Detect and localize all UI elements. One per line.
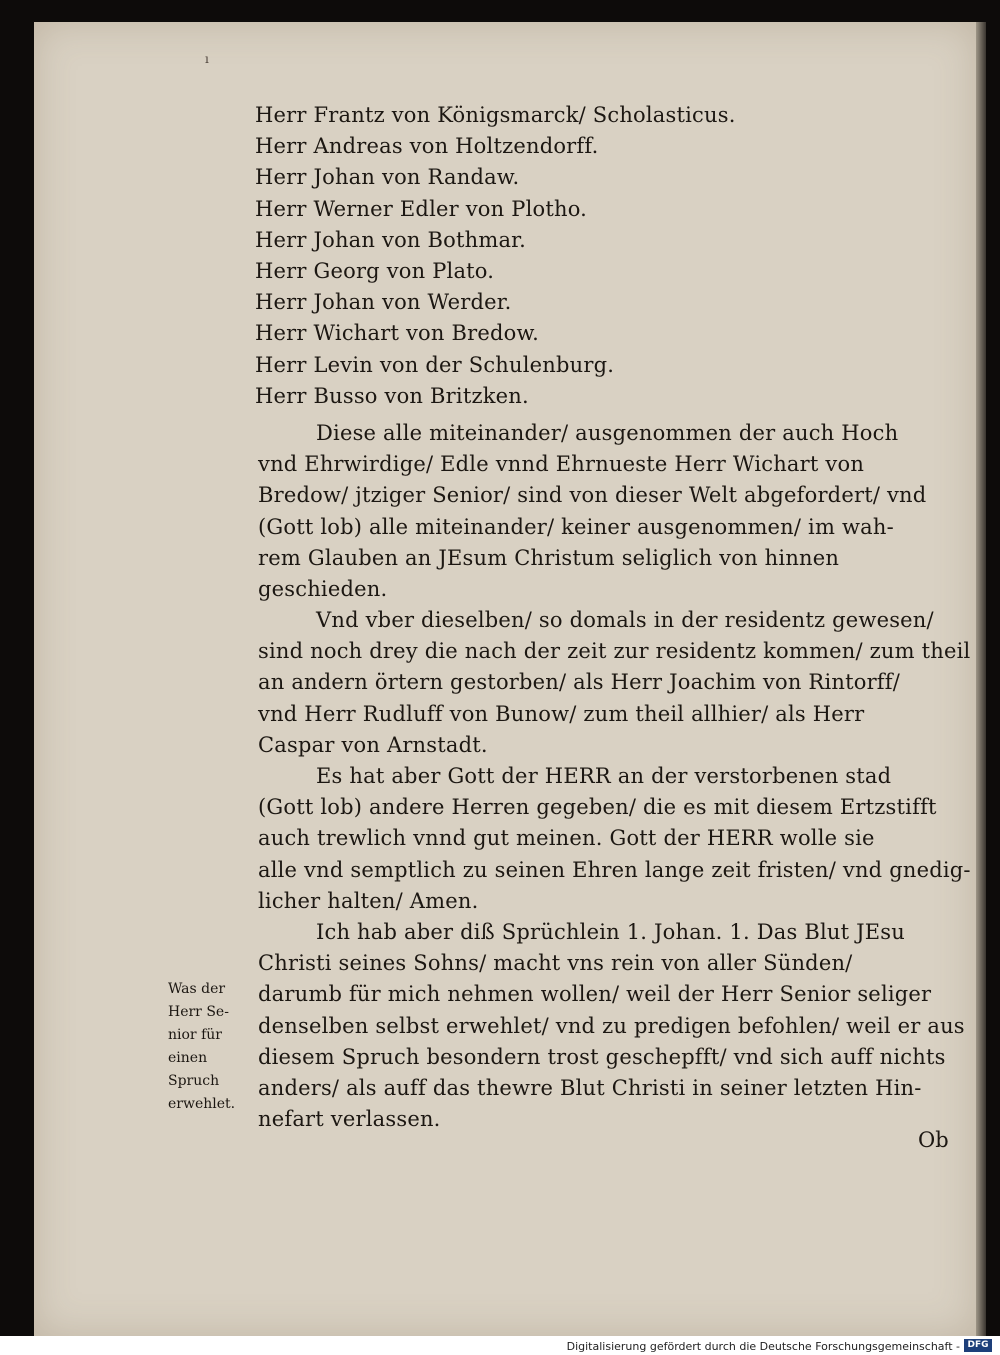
text-line: Vnd vber dieselben/ so domals in der residentz gewesen/ — [316, 608, 934, 632]
name-line: Herr Johan von Randaw. — [255, 165, 520, 190]
text-line: (Gott lob) alle miteinander/ keiner ausgenommen/ im wah- — [258, 514, 894, 539]
margin-line: Herr Se- — [168, 1004, 229, 1020]
paragraph-4 — [258, 917, 965, 1135]
text-line: vnd Herr Rudluff von Bunow/ zum theil allhier/ als Herr — [258, 701, 865, 726]
name-line: Herr Busso von Britzken. — [255, 383, 529, 408]
page-mark: ı — [205, 52, 210, 66]
text-line: Christi seines Sohns/ macht vns rein von aller Sünden/ — [258, 951, 853, 976]
text-line: geschieden. — [258, 576, 388, 601]
paragraph-2 — [258, 605, 970, 761]
name-line: Herr Andreas von Holtzendorff. — [255, 134, 599, 159]
text-line: darumb für mich nehmen wollen/ weil der Herr Senior seliger — [258, 982, 932, 1007]
text-line: rem Glauben an JEsum Christum seliglich von hinnen — [258, 545, 840, 570]
paragraph-3 — [258, 761, 971, 917]
text-line: sind noch drey die nach der zeit zur residentz kommen/ zum theil — [258, 639, 971, 664]
text-line: Diese alle miteinander/ ausgenommen der auch Hoch — [316, 421, 899, 445]
text-line: an andern örtern gestorben/ als Herr Joachim von Rintorff/ — [258, 670, 901, 695]
text-line: diesem Spruch besondern trost geschepfft/ vnd sich auff nichts — [258, 1044, 946, 1069]
dfg-logo-icon: DFG — [964, 1339, 992, 1352]
name-line: Herr Wichart von Bredow. — [255, 321, 540, 346]
text-line: Ich hab aber diß Sprüchlein 1. Johan. 1. Das Blut JEsu — [316, 920, 905, 944]
text-line: alle vnd semptlich zu seinen Ehren lange zeit fristen/ vnd gnedig- — [258, 857, 971, 882]
funding-credit: Digitalisierung gefördert durch die Deutsche Forschungsgemeinschaft - — [566, 1340, 960, 1353]
margin-line: erwehlet. — [168, 1096, 236, 1112]
name-line: Herr Frantz von Königsmarck/ Scholasticus. — [255, 103, 736, 127]
text-line: Caspar von Arnstadt. — [258, 732, 488, 757]
name-line: Herr Johan von Werder. — [255, 290, 512, 315]
text-line: anders/ als auff das thewre Blut Christi in seiner letzten Hin- — [258, 1075, 922, 1100]
text-line: (Gott lob) andere Herren gegeben/ die es mit diesem Ertzstifft — [258, 795, 937, 820]
margin-line: einen — [168, 1050, 208, 1066]
text-line: denselben selbst erwehlet/ vnd zu predigen befohlen/ weil er aus — [258, 1013, 965, 1038]
text-line: auch trewlich vnnd gut meinen. Gott der HERR wolle sie — [258, 826, 875, 851]
catchword: Ob — [918, 1128, 949, 1152]
name-line: Herr Georg von Plato. — [255, 258, 495, 283]
page-edge — [976, 22, 986, 1336]
name-line: Herr Werner Edler von Plotho. — [255, 196, 588, 221]
margin-line: nior für — [168, 1027, 222, 1043]
name-line: Herr Levin von der Schulenburg. — [255, 352, 615, 377]
text-line: nefart verlassen. — [258, 1107, 441, 1132]
marginal-note — [168, 978, 235, 1116]
text-line: Bredow/ jtziger Senior/ sind von dieser Welt abgefordert/ vnd — [258, 483, 927, 508]
text-line: vnd Ehrwirdige/ Edle vnnd Ehrnueste Herr Wichart von — [258, 452, 865, 477]
paragraph-1 — [258, 418, 926, 605]
text-line: Es hat aber Gott der HERR an der verstorbenen stad — [316, 764, 892, 788]
name-line: Herr Johan von Bothmar. — [255, 227, 526, 252]
margin-line: Spruch — [168, 1073, 220, 1089]
text-line: licher halten/ Amen. — [258, 888, 479, 913]
margin-line: Was der — [168, 981, 226, 997]
canon-name-list — [255, 100, 736, 412]
